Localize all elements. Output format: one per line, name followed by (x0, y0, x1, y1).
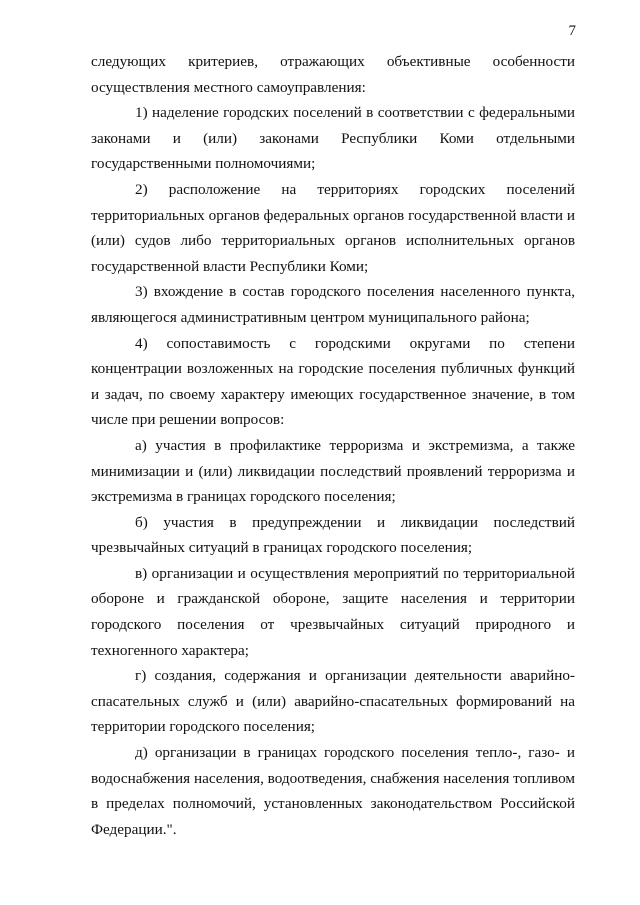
paragraph-subitem-g: г) создания, содержания и организации деятельности аварийно-спасательных служб и (или) аварийно-спасательных формирований на территории городского поселения; (91, 667, 575, 736)
paragraph-item-1: 1) наделение городских поселений в соответствии с федеральными законами и (или) законами Республики Коми отдельными государственными полномочиями; (91, 104, 575, 173)
document-body (91, 49, 575, 842)
paragraph-subitem-v: в) организации и осуществления мероприятий по территориальной обороне и гражданской обороне, защите населения и территории городского поселения от чрезвычайных ситуаций природного и техногенного характера; (91, 564, 575, 659)
paragraph-subitem-a: а) участия в профилактике терроризма и экстремизма, а также минимизации и (или) ликвидации последствий проявлений терроризма и экстремизма в границах городского поселения; (91, 436, 575, 506)
paragraph-subitem-b: б) участия в предупреждении и ликвидации последствий чрезвычайных ситуаций в границах городского поселения; (91, 513, 575, 557)
paragraph-item-3: 3) вхождение в состав городского поселения населенного пункта, являющегося административным центром муниципального района; (91, 283, 575, 326)
paragraph-item-2: 2) расположение на территориях городских поселений территориальных органов федеральных органов государственной власти и (или) судов либо территориальных органов исполнительных органов государственной власти Республики Коми; (91, 180, 575, 275)
paragraph-subitem-d: д) организации в границах городского поселения тепло-, газо- и водоснабжения населения, водоотведения, снабжения населения топливом в пределах полномочий, установленных законодательством Российской Федерации.". (91, 744, 575, 838)
paragraph-item-4: 4) сопоставимость с городскими округами по степени концентрации возложенных на городские поселения публичных функций и задач, по своему характеру имеющих государственное значение, в том числе при решении вопросов: (91, 334, 575, 429)
page-number: 7 (568, 23, 576, 39)
paragraph-criteria-intro: следующих критериев, отражающих объективные особенности осуществления местного самоуправления: (91, 53, 575, 96)
